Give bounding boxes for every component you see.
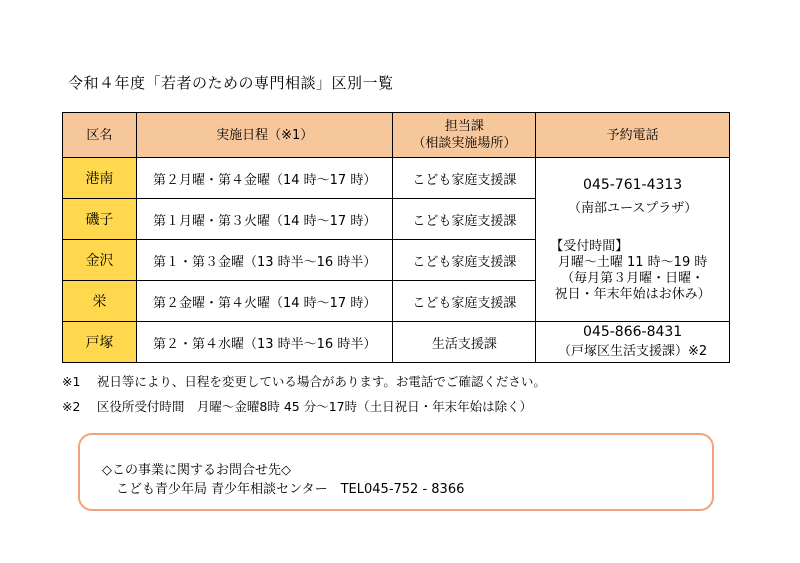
footnote-2: ※2 区役所受付時間 月曜～金曜8時 45 分～17時（土日祝日・年末年始は除く）	[62, 399, 533, 414]
totsuka-phone-cell	[536, 322, 730, 363]
schedule-cell: 第２・第４水曜（13 時半～16 時半）	[136, 322, 393, 363]
dept-cell: こども家庭支援課	[393, 199, 536, 240]
header-dept-line1: 担当課	[444, 119, 484, 134]
schedule-cell: 第１月曜・第３火曜（14 時～17 時）	[136, 199, 393, 240]
schedule-cell: 第１・第３金曜（13 時半～16 時半）	[136, 240, 393, 281]
area-cell: 栄	[63, 281, 137, 322]
contact-line: こども青少年局 青少年相談センター TEL045-752 - 8366	[116, 482, 465, 497]
area-cell: 金沢	[63, 240, 137, 281]
consultation-table	[62, 112, 730, 363]
header-dept-line2: （相談実施場所）	[412, 136, 517, 151]
header-area: 区名	[63, 113, 137, 158]
table-row	[63, 158, 730, 199]
schedule-cell: 第２金曜・第４火曜（14 時～17 時）	[136, 281, 393, 322]
dept-cell: 生活支援課	[393, 322, 536, 363]
area-cell: 磯子	[63, 199, 137, 240]
dept-cell: こども家庭支援課	[393, 281, 536, 322]
header-phone: 予約電話	[536, 113, 730, 158]
totsuka-phone-number: 045-866-8431	[583, 324, 683, 340]
contact-heading: ◇この事業に関するお問合せ先◇	[102, 463, 291, 478]
phone-number: 045-761-4313	[583, 176, 683, 193]
header-schedule: 実施日程（※1）	[136, 113, 393, 158]
header-row	[63, 113, 730, 158]
hours-line3: 祝日・年末年始はお休み）	[554, 286, 711, 302]
dept-cell: こども家庭支援課	[393, 240, 536, 281]
hours-line1: 月曜～土曜 11 時～19 時	[557, 254, 708, 270]
dept-cell: こども家庭支援課	[393, 158, 536, 199]
table-row	[63, 322, 730, 363]
footnote-1: ※1 祝日等により、日程を変更している場合があります。お電話でご確認ください。	[62, 374, 546, 389]
area-cell: 港南	[63, 158, 137, 199]
totsuka-phone-place: （戸塚区生活支援課）※2	[558, 344, 708, 359]
shared-phone-cell	[536, 158, 730, 322]
contact-box	[78, 433, 714, 511]
header-dept	[393, 113, 536, 158]
page-title: 令和４年度「若者のための専門相談」区別一覧	[68, 74, 394, 92]
hours-title: 【受付時間】	[550, 238, 629, 254]
hours-line2: （毎月第３月曜・日曜・	[561, 270, 705, 286]
phone-place: （南部ユースプラザ）	[567, 200, 698, 216]
area-cell: 戸塚	[63, 322, 137, 363]
schedule-cell: 第２月曜・第４金曜（14 時～17 時）	[136, 158, 393, 199]
